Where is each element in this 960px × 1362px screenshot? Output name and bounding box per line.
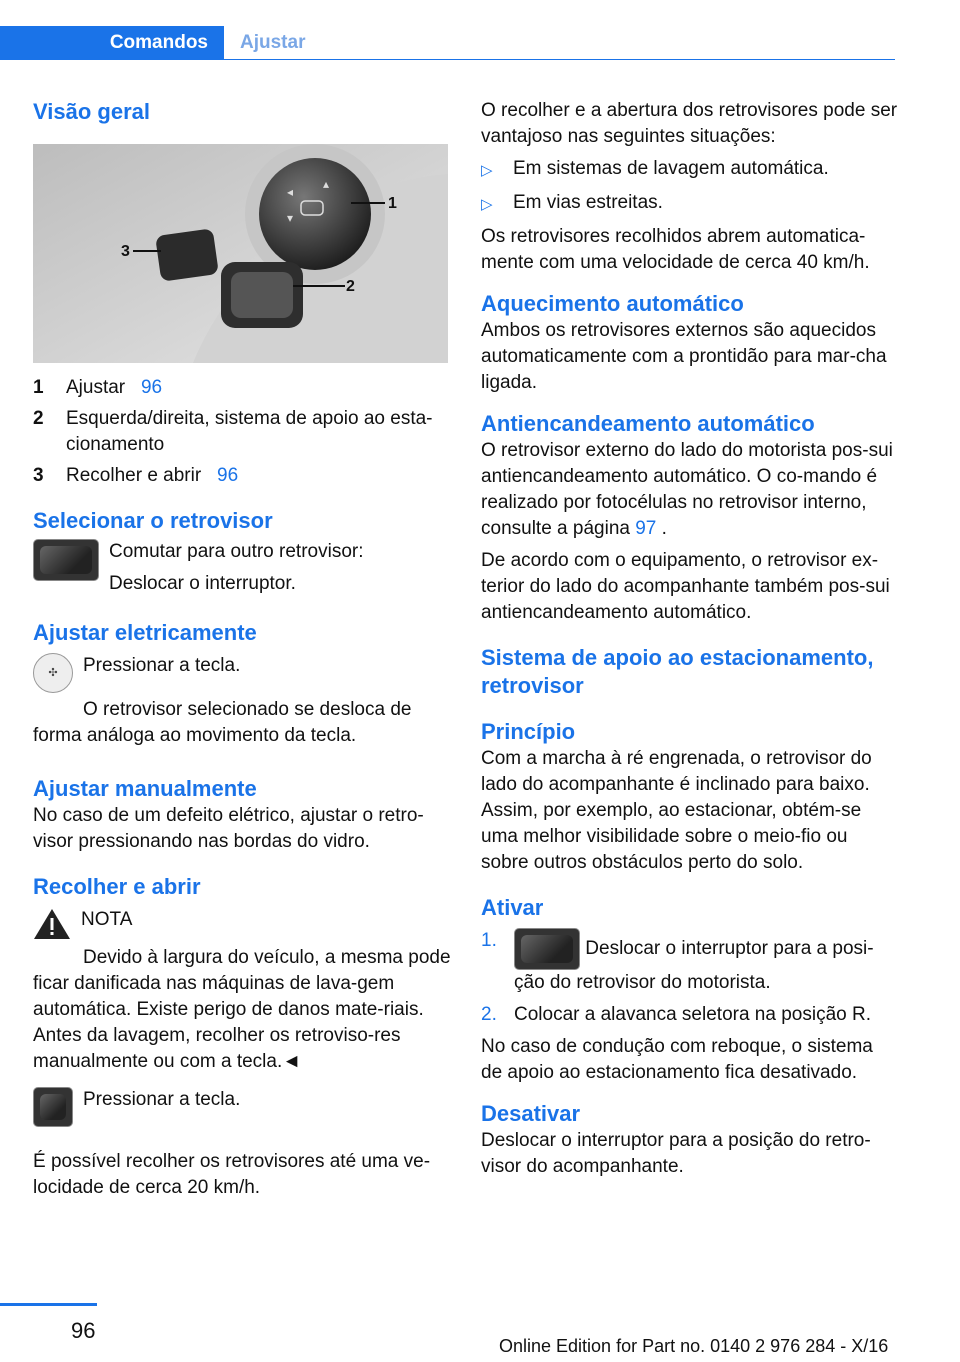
manual-text: No caso de um defeito elétrico, ajustar o retro-visor pressionando nas bordas do vidro. [33,805,424,852]
antidazzle-text: O retrovisor externo do lado do motorista pos-sui antiencandeamento automático. O co-mando é realizado por fotocélulas no retrovisor interno, consulte a página 97 . [481,440,893,539]
step-item [481,928,899,996]
note-text: Devido à largura do veículo, a mesma pode ficar danificada nas máquinas de lava-gem automática. Existe perigo de danos mate-riais. Antes da lavagem, recolher os retroviso-res manualmente ou com a tecla.◄ [33,947,451,1072]
bullet-icon: ▷ [481,162,493,179]
legend-number: 3 [33,465,44,486]
step-number: 1. [481,930,497,951]
antidazzle-text-2: De acordo com o equipamento, o retrovisor ex-terior do lado do acompanhante também pos-sui antiencandeamento automático. [481,550,890,623]
legend-text: Recolher e abrir [66,465,202,486]
fold-press-text: Pressionar a tecla. [83,1089,241,1110]
bullet-text: Em sistemas de lavagem automática. [513,158,829,179]
legend-number: 1 [33,377,44,398]
select-text-2: Deslocar o interruptor. [109,573,296,594]
note-label: NOTA [81,909,133,930]
bullet-icon: ▷ [481,196,493,213]
note-block [33,907,451,941]
fold-title: Recolher e abrir [33,874,201,899]
edition-footer: Online Edition for Part no. 0140 2 976 284 - X/16 [499,1336,889,1356]
antidazzle-title: Antiencandeamento automático [481,411,815,436]
legend-text: Ajustar [66,377,126,398]
fold-press-block [33,1087,451,1127]
warning-icon [33,907,71,941]
overview-title: Visão geral [33,99,150,124]
image-label-3: 3 [121,243,130,260]
electric-text-1: Pressionar a tecla. [83,655,241,676]
image-label-1: 1 [388,195,397,212]
activate-title: Ativar [481,895,544,920]
image-label-2: 2 [346,278,355,295]
intro-text: O recolher e a abertura dos retrovisores pode ser vantajoso nas seguintes situações: [481,100,898,147]
mirror-controls-illustration [33,144,448,363]
svg-text:▴: ▴ [323,177,330,191]
legend-text: Esquerda/direita, sistema de apoio ao esta-cionamento [66,408,433,455]
svg-text:▾: ▾ [287,211,294,225]
step-item [481,1002,899,1028]
manual-adjust-title: Ajustar manualmente [33,776,257,801]
tab-comandos[interactable]: Comandos [0,26,224,60]
mirror-switch-icon [514,928,580,970]
principle-text: Com a marcha à ré engrenada, o retrovisor do lado do acompanhante é inclinado para baixo. Assim, por exemplo, ao estacionar, obtém-se uma melhor visibilidade sobre o meio-fio ou sobre outros obstáculos perto do solo. [481,748,872,873]
header-bar [0,26,895,60]
page-link[interactable]: 97 [635,518,657,539]
legend-item [33,406,451,458]
list-item [481,190,899,218]
electric-adjust-title: Ajustar eletricamente [33,620,257,645]
legend-number: 2 [33,408,44,429]
page-number-rule [0,1303,97,1306]
deactivate-text: Deslocar o interruptor para a posição do retro-visor do acompanhante. [481,1130,871,1177]
svg-text:◂: ◂ [287,185,294,199]
page-link[interactable]: 96 [217,465,239,486]
electric-text-2: O retrovisor selecionado se desloca de forma análoga ao movimento da tecla. [33,699,412,746]
heating-title: Aquecimento automático [481,291,744,316]
legend-item [33,463,451,489]
page-number: 96 [71,1318,96,1343]
tow-text: No caso de condução com reboque, o sistema de apoio ao estacionamento fica desativado. [481,1036,873,1083]
page-link[interactable]: 96 [140,377,163,398]
image-legend [33,375,451,489]
bullet-text: Em vias estreitas. [513,192,663,213]
auto-open-text: Os retrovisores recolhidos abrem automatica-mente com uma velocidade de cerca 40 km/h. [481,226,870,273]
deactivate-title: Desativar [481,1101,581,1126]
fold-speed-text: É possível recolher os retrovisores até uma ve-locidade de cerca 20 km/h. [33,1151,431,1198]
select-mirror-block [33,539,451,597]
mirror-joystick-icon: ✣ [33,653,73,693]
parking-title: Sistema de apoio ao estacionamento, retrovisor [481,645,874,698]
list-item [481,156,899,184]
step-text: Colocar a alavanca seletora na posição R. [514,1004,871,1025]
step-number: 2. [481,1004,497,1025]
mirror-controls-photo [33,144,448,363]
header-divider [224,59,895,60]
principle-title: Princípio [481,719,576,744]
left-column [33,98,451,1201]
legend-item [33,375,451,401]
mirror-switch-icon [33,539,99,581]
right-column [481,98,899,1180]
select-mirror-title: Selecionar o retrovisor [33,508,273,533]
tab-ajustar[interactable]: Ajustar [240,32,306,53]
select-text-1: Comutar para outro retrovisor: [109,541,364,562]
fold-button-icon [33,1087,73,1127]
heating-text: Ambos os retrovisores externos são aquecidos automaticamente com a prontidão para mar-cha ligada. [481,320,887,393]
electric-adjust-block [33,653,451,693]
step-text: Deslocar o interruptor para a posi-ção do retrovisor do motorista. [514,938,874,993]
